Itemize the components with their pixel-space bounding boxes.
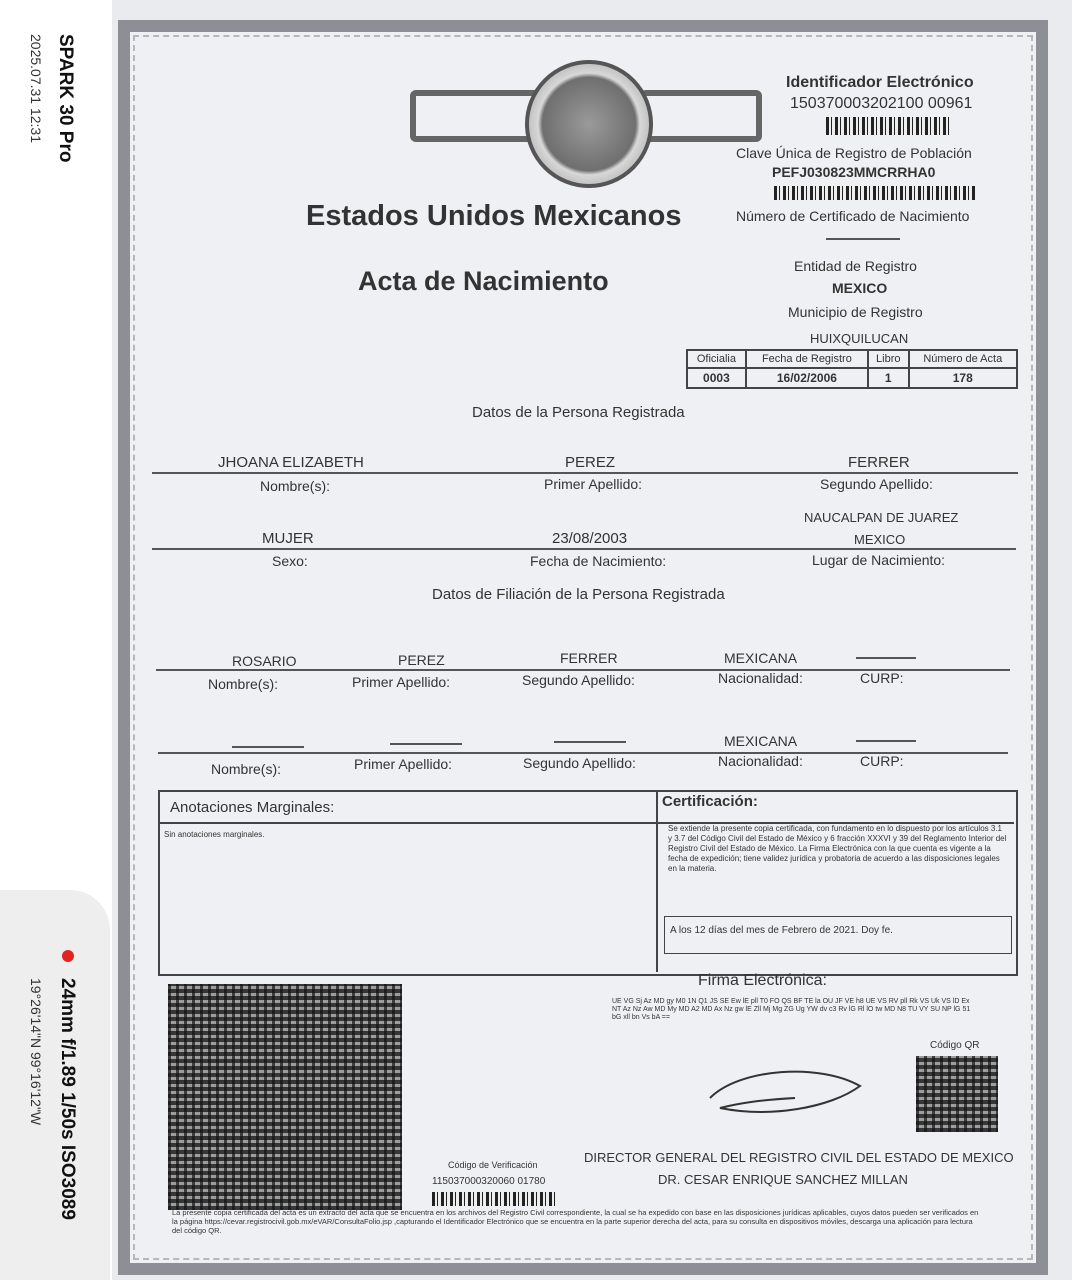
registry-municipality-label: Municipio de Registro bbox=[788, 304, 923, 320]
parent1-first-surname-label: Primer Apellido: bbox=[352, 674, 451, 690]
birth-date-label: Fecha de Nacimiento: bbox=[530, 553, 667, 569]
certificate-number-line bbox=[826, 238, 900, 240]
table-header-oficialia: Oficialia bbox=[687, 350, 746, 368]
verification-code-value: 115037000320060 01780 bbox=[432, 1176, 546, 1187]
curp-barcode bbox=[774, 186, 976, 200]
parent2-given-names-label: Nombre(s): bbox=[211, 761, 282, 777]
oficialia-value: 0003 bbox=[687, 368, 746, 388]
curp-label: Clave Única de Registro de Población bbox=[736, 145, 972, 161]
parent1-curp-blank bbox=[856, 657, 916, 659]
parent1-second-surname: FERRER bbox=[560, 650, 618, 666]
greca-right-ornament bbox=[640, 90, 762, 142]
large-qr-code bbox=[168, 984, 402, 1210]
parent1-given-names-label: Nombre(s): bbox=[208, 676, 279, 692]
director-name: DR. CESAR ENRIQUE SANCHEZ MILLAN bbox=[658, 1172, 908, 1187]
parent2-curp-blank bbox=[856, 740, 916, 742]
parent2-first-surname-blank bbox=[390, 743, 462, 745]
person-details-line bbox=[152, 548, 1016, 550]
verification-code-label: Código de Verificación bbox=[448, 1160, 538, 1170]
exif-settings: 24mm f/1.89 1/50s ISO3089 bbox=[57, 978, 78, 1220]
person-section-title: Datos de la Persona Registrada bbox=[472, 404, 685, 421]
table-header-acta: Número de Acta bbox=[909, 350, 1017, 368]
qr-code-label: Código QR bbox=[930, 1040, 980, 1051]
parent2-curp-label: CURP: bbox=[860, 753, 904, 769]
document-title: Acta de Nacimiento bbox=[358, 266, 609, 296]
parent1-given-names: ROSARIO bbox=[232, 653, 297, 669]
camera-model: SPARK 30 Pro bbox=[55, 34, 76, 163]
registry-entity-label: Entidad de Registro bbox=[794, 258, 917, 274]
record-dot-icon bbox=[62, 950, 74, 962]
filiation-section-title: Datos de Filiación de la Persona Registrada bbox=[432, 586, 725, 603]
parent1-nationality: MEXICANA bbox=[724, 650, 798, 666]
certification-text: Se extiende la presente copia certificada, con fundamento en lo dispuesto por los artículos 3.1 y 3.7 del Código Civil del Estado de México y 6 fracción XXXVI y 39 del Reglamento Interior del Registro Civil del Estado de México. La Firma Electrónica con la que cuenta es vigente a la fecha de expedición; tiene validez jurídica y probatoria de acuerdo a las disposiciones legales en la materia. bbox=[668, 824, 1007, 873]
verification-barcode bbox=[432, 1192, 556, 1206]
signature-hash: UE VG Sj Az MD gy M0 1N Q1 JS SE Ew lE pll T0 FO QS BF TE la OU JF VE h8 UE VS RV pll Rk VS Uk VS lD Ex NT Az Nz Aw MD My MD A2 MD Ax Nz gw lE Zll Mj Mg ZG Ug YW dv c3 Rv lG Rl lO tw MD N8 TU VY SU NP lG 51 bG xll bn Vs bA == bbox=[612, 998, 971, 1021]
given-names-value: JHOANA ELIZABETH bbox=[218, 454, 364, 471]
electronic-id-label: Identificador Electrónico bbox=[786, 74, 974, 91]
electronic-id-value: 150370003202100 00961 bbox=[790, 95, 973, 112]
first-surname-label: Primer Apellido: bbox=[544, 476, 643, 492]
registry-municipality: HUIXQUILUCAN bbox=[810, 331, 909, 346]
exif-panel bbox=[0, 890, 110, 1280]
annotations-text: Sin anotaciones marginales. bbox=[164, 830, 265, 839]
sex-label: Sexo: bbox=[272, 553, 308, 569]
greca-left-ornament bbox=[410, 90, 542, 142]
parent2-second-surname-blank bbox=[554, 741, 626, 743]
table-header-libro: Libro bbox=[868, 350, 909, 368]
gps-coordinates: 19°26'14"N 99°16'12"W bbox=[28, 978, 44, 1126]
country-title: Estados Unidos Mexicanos bbox=[306, 200, 682, 232]
parent1-first-surname: PEREZ bbox=[398, 652, 445, 668]
national-seal-icon bbox=[525, 60, 653, 188]
box-divider bbox=[656, 790, 658, 972]
parent2-nationality: MEXICANA bbox=[724, 733, 798, 749]
person-name-line bbox=[152, 472, 1018, 474]
second-surname-label: Segundo Apellido: bbox=[820, 476, 933, 492]
camera-watermark bbox=[0, 0, 112, 1280]
birth-date-value: 23/08/2003 bbox=[552, 530, 628, 547]
parent1-curp-label: CURP: bbox=[860, 670, 904, 686]
parent1-nationality-label: Nacionalidad: bbox=[718, 670, 803, 686]
registry-table bbox=[686, 349, 1018, 389]
certification-title: Certificación: bbox=[662, 793, 758, 810]
registration-date-value: 16/02/2006 bbox=[746, 368, 868, 388]
book-value: 1 bbox=[868, 368, 909, 388]
given-names-label: Nombre(s): bbox=[260, 478, 331, 494]
birth-certificate-number-label: Número de Certificado de Nacimiento bbox=[736, 208, 970, 224]
parent2-first-surname-label: Primer Apellido: bbox=[354, 756, 453, 772]
parent1-second-surname-label: Segundo Apellido: bbox=[522, 672, 635, 688]
first-surname-value: PEREZ bbox=[565, 454, 616, 471]
capture-datetime: 2025.07.31 12:31 bbox=[28, 34, 44, 143]
act-number-value: 178 bbox=[909, 368, 1017, 388]
electronic-id-barcode bbox=[826, 117, 950, 135]
signature-scribble-icon bbox=[700, 1058, 870, 1128]
table-header-fecha: Fecha de Registro bbox=[746, 350, 868, 368]
small-qr-code bbox=[916, 1056, 998, 1132]
footer-legal-text: La presente copia certificada del acta es un extracto del acta que se encuentra en los archivos del Registro Civil correspondiente, la cual se ha expedido con base en las disposiciones jurídicas aplicables, cuyos datos pueden ser verificados en la página https://cevar.registrocivil.gob.mx/eVAR/ConsultaFolio.jsp ,capturando el Identificador Electrónico que se encuentra en la parte superior derecha del acta, para su consulta en dispositivos móviles, descarga una aplicación para lectura del código QR. bbox=[172, 1208, 979, 1235]
sex-value: MUJER bbox=[262, 530, 314, 547]
director-title: DIRECTOR GENERAL DEL REGISTRO CIVIL DEL ESTADO DE MEXICO bbox=[584, 1150, 1014, 1165]
birth-place-state: MEXICO bbox=[854, 532, 906, 547]
birth-place-label: Lugar de Nacimiento: bbox=[812, 552, 946, 568]
electronic-signature-title: Firma Electrónica: bbox=[698, 972, 827, 989]
annotations-title: Anotaciones Marginales: bbox=[170, 799, 335, 816]
certification-date: A los 12 días del mes de Febrero de 2021. Doy fe. bbox=[670, 925, 893, 936]
registry-entity: MEXICO bbox=[832, 280, 888, 296]
parent2-nationality-label: Nacionalidad: bbox=[718, 753, 803, 769]
second-surname-value: FERRER bbox=[848, 454, 910, 471]
parent2-given-names-blank bbox=[232, 746, 304, 748]
curp-value: PEFJ030823MMCRRHA0 bbox=[772, 164, 936, 180]
parent2-second-surname-label: Segundo Apellido: bbox=[523, 755, 636, 771]
birth-place-city: NAUCALPAN DE JUAREZ bbox=[804, 510, 959, 525]
